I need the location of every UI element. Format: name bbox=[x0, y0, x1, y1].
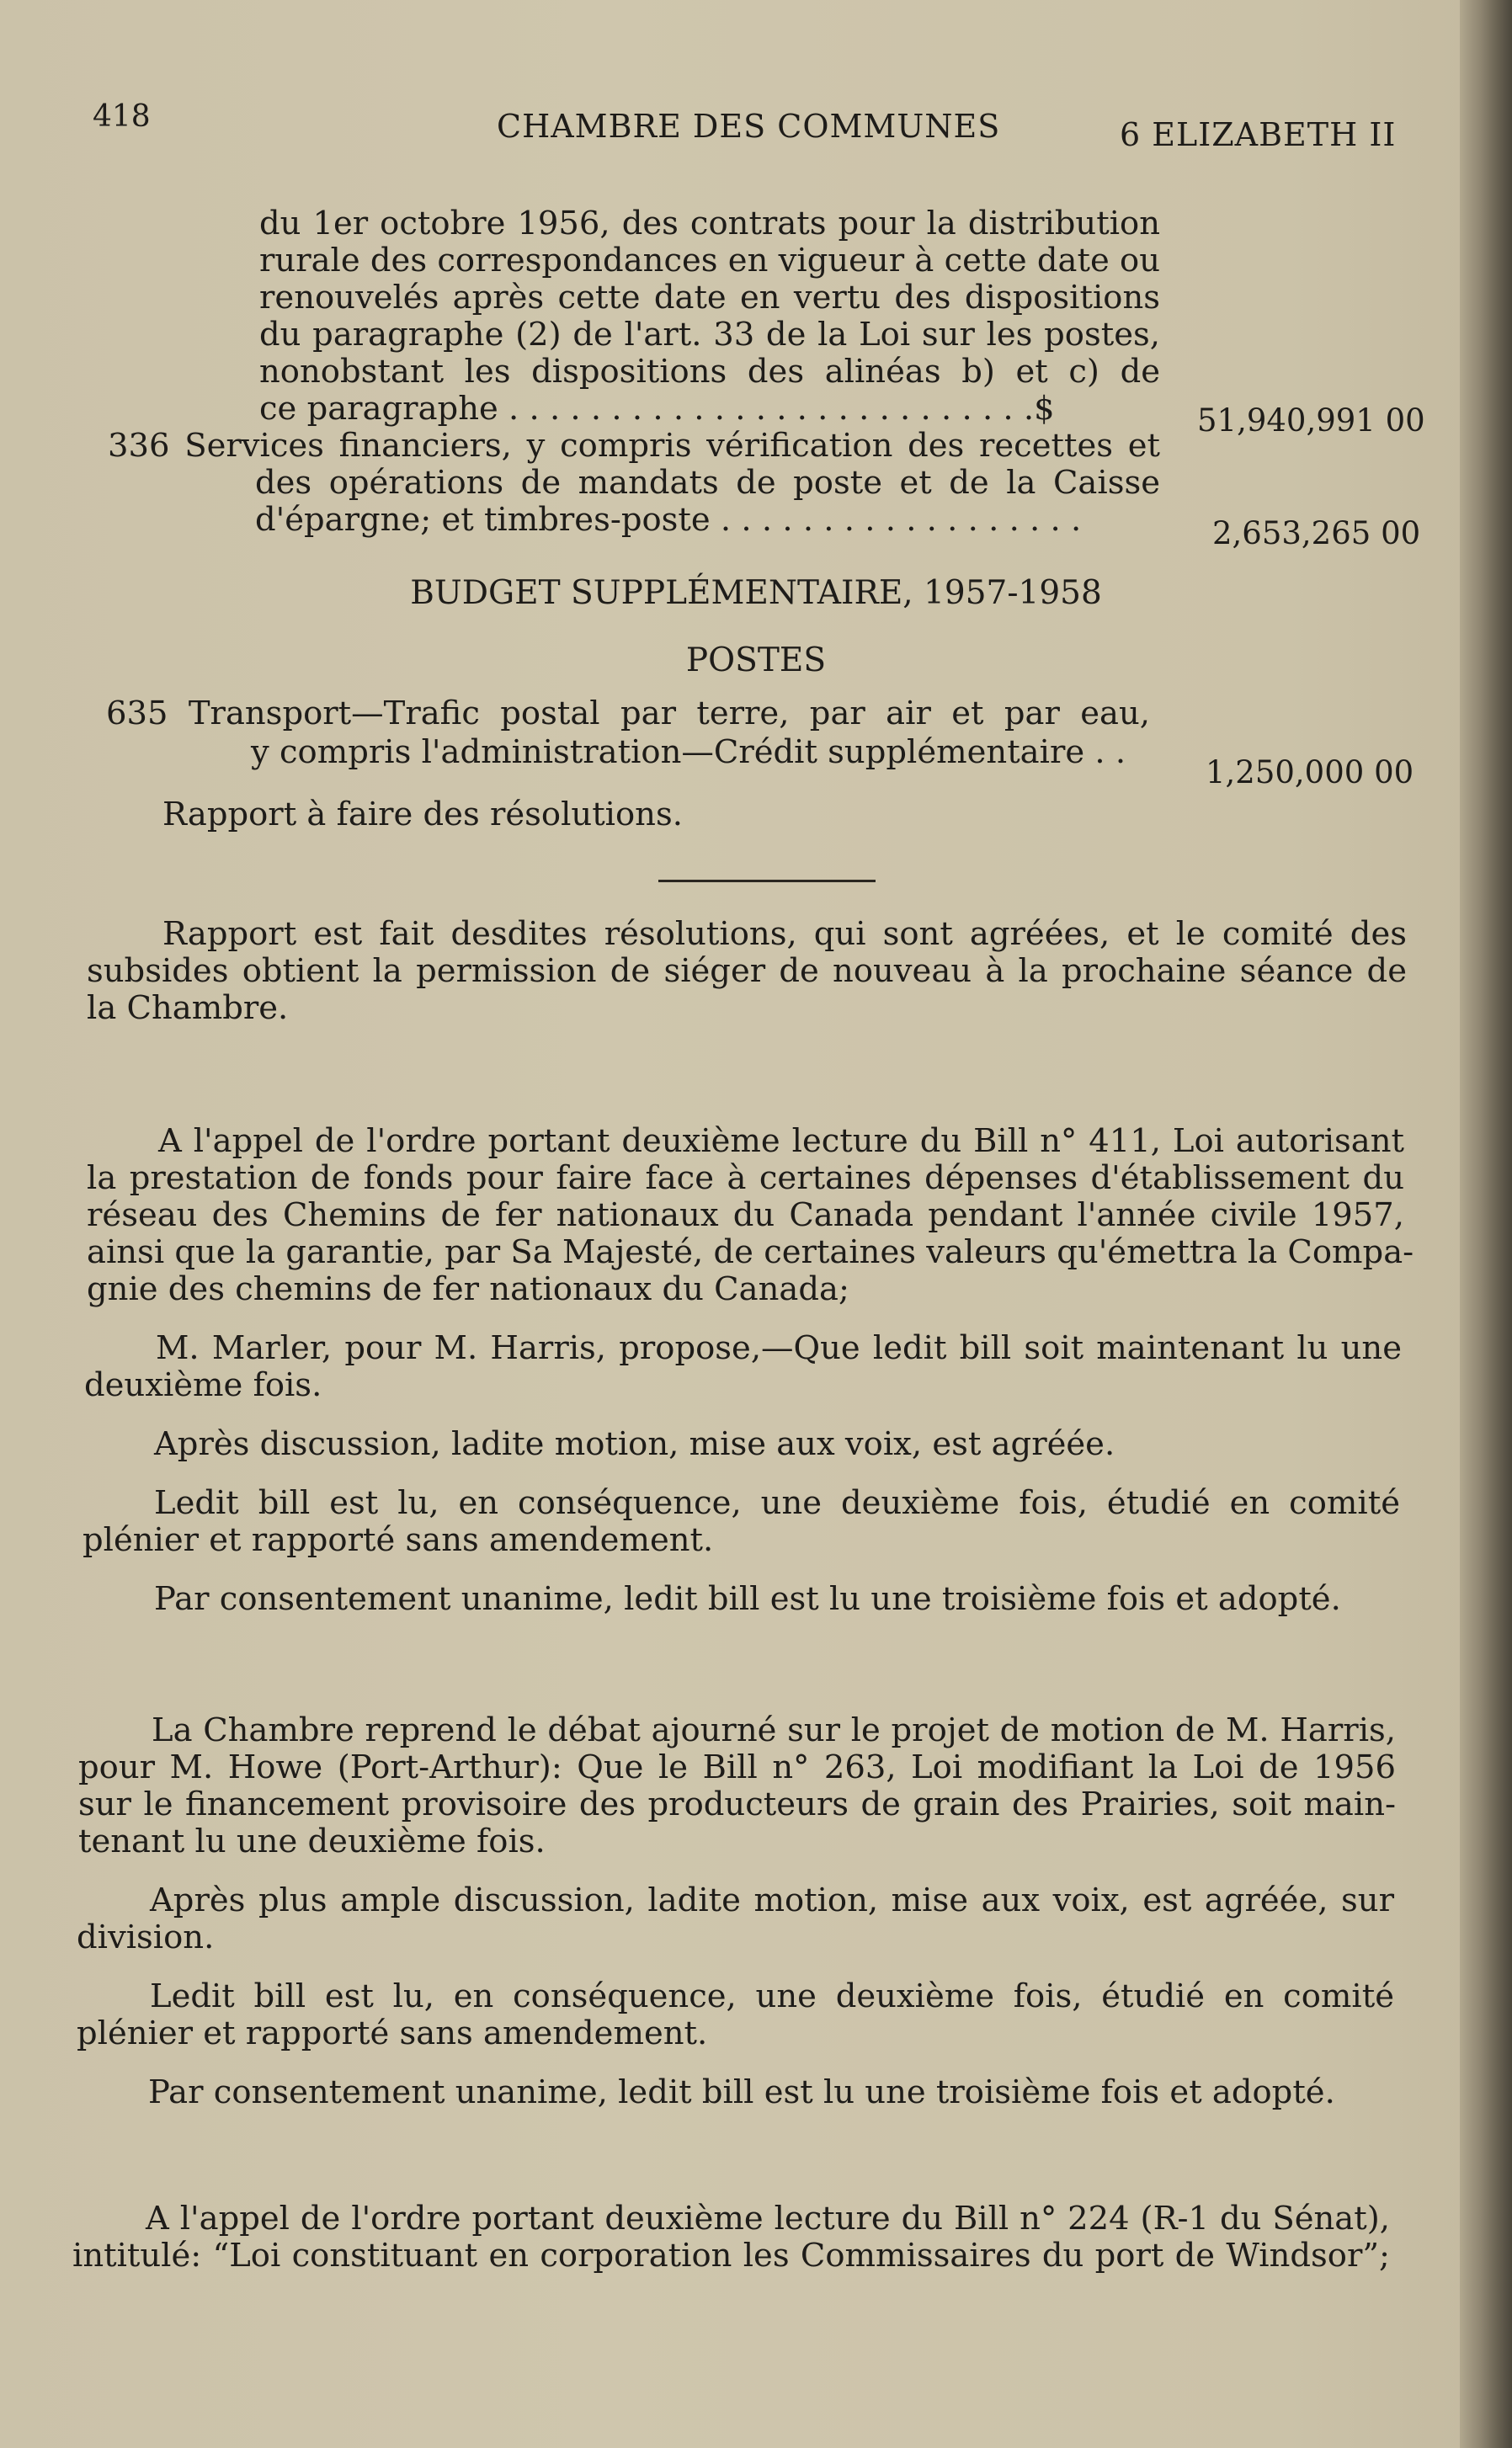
paragraph-line: Par consentement unanime, ledit bill est lu une troisième fois et adopté. bbox=[154, 1580, 1341, 1618]
supplementary-title: BUDGET SUPPLÉMENTAIRE, 1957-1958 bbox=[410, 574, 1102, 612]
paragraph-line: gnie des chemins de fer nationaux du Canada; bbox=[87, 1270, 849, 1308]
paragraph-line: sur le financement provisoire des producteurs de grain des Prairies, soit main- bbox=[78, 1785, 1396, 1823]
vote-line: nonobstant les dispositions des alinéas b) et c) de bbox=[259, 353, 1160, 391]
paragraph-line: La Chambre reprend le débat ajourné sur le projet de motion de M. Harris, bbox=[152, 1711, 1396, 1749]
paragraph-line: Ledit bill est lu, en conséquence, une deuxième fois, étudié en comité bbox=[154, 1484, 1400, 1522]
regnal-year: 6 ELIZABETH II bbox=[1120, 116, 1397, 153]
paragraph-line: plénier et rapporté sans amendement. bbox=[77, 2014, 708, 2052]
paragraph-line: intitulé: “Loi constituant en corporation les Commissaires du port de Windsor”; bbox=[72, 2237, 1390, 2275]
vote-line: 336 Services financiers, y compris vérification des recettes et bbox=[108, 427, 1160, 465]
paragraph-line: plénier et rapporté sans amendement. bbox=[83, 1521, 714, 1559]
vote-line: rurale des correspondances en vigueur à cette date ou bbox=[259, 242, 1160, 279]
vote-amount: 2,653,265 00 bbox=[1212, 515, 1421, 551]
page-header bbox=[0, 99, 1512, 158]
paragraph-line: réseau des Chemins de fer nationaux du Canada pendant l'année civile 1957, bbox=[87, 1196, 1404, 1234]
paragraph-line: subsides obtient la permission de siéger de nouveau à la prochaine séance de bbox=[87, 952, 1407, 990]
report-instruction: Rapport à faire des résolutions. bbox=[162, 796, 683, 833]
vote-line: d'épargne; et timbres-poste . . . . . . . . . . . . . . . . . . bbox=[255, 501, 1082, 539]
paragraph-line: A l'appel de l'ordre portant deuxième lecture du Bill n° 224 (R-1 du Sénat), bbox=[146, 2200, 1390, 2238]
paragraph-line: A l'appel de l'ordre portant deuxième lecture du Bill n° 411, Loi autorisant bbox=[158, 1122, 1404, 1160]
paragraph-line: Rapport est fait desdites résolutions, qui sont agréées, et le comité des bbox=[162, 915, 1407, 953]
vote-line: renouvelés après cette date en vertu des dispositions bbox=[259, 279, 1160, 317]
paragraph-line: Ledit bill est lu, en conséquence, une deuxième fois, étudié en comité bbox=[150, 1977, 1394, 2015]
paragraph-line: division. bbox=[77, 1918, 215, 1956]
vote-amount: 1,250,000 00 bbox=[1206, 754, 1414, 790]
vote-line: 635 Transport—Trafic postal par terre, par air et par eau, bbox=[106, 694, 1150, 732]
paragraph-line: M. Marler, pour M. Harris, propose,—Que ledit bill soit maintenant lu une bbox=[156, 1329, 1402, 1367]
paragraph-line: la prestation de fonds pour faire face à certaines dépenses d'établissement du bbox=[87, 1159, 1404, 1197]
paragraph-line: Par consentement unanime, ledit bill est lu une troisième fois et adopté. bbox=[148, 2073, 1335, 2111]
vote-line: des opérations de mandats de poste et de la Caisse bbox=[255, 464, 1160, 502]
paragraph-line: Après plus ample discussion, ladite motion, mise aux voix, est agréée, sur bbox=[150, 1881, 1394, 1919]
paragraph-line: Après discussion, ladite motion, mise aux voix, est agréée. bbox=[154, 1425, 1115, 1463]
vote-line: du 1er octobre 1956, des contrats pour la distribution bbox=[259, 205, 1160, 242]
vote-line: ce paragraphe . . . . . . . . . . . . . . . . . . . . . . . . . .$ bbox=[259, 390, 1055, 428]
paragraph-line: pour M. Howe (Port-Arthur): Que le Bill n° 263, Loi modifiant la Loi de 1956 bbox=[78, 1748, 1396, 1786]
paragraph-line: ainsi que la garantie, par Sa Majesté, de certaines valeurs qu'émettra la Compa- bbox=[87, 1233, 1414, 1271]
running-title: CHAMBRE DES COMMUNES bbox=[497, 108, 1001, 145]
vote-amount: 51,940,991 00 bbox=[1197, 402, 1425, 439]
vote-line: du paragraphe (2) de l'art. 33 de la Loi sur les postes, bbox=[259, 316, 1160, 354]
paragraph-line: la Chambre. bbox=[87, 989, 289, 1027]
vote-line: y compris l'administration—Crédit supplémentaire . . bbox=[251, 733, 1126, 771]
page-number: 418 bbox=[93, 99, 151, 134]
section-divider bbox=[658, 880, 876, 882]
paragraph-line: tenant lu une deuxième fois. bbox=[78, 1823, 546, 1860]
section-heading: POSTES bbox=[685, 641, 827, 679]
paragraph-line: deuxième fois. bbox=[84, 1366, 322, 1404]
book-spine-shadow bbox=[1460, 0, 1512, 2448]
